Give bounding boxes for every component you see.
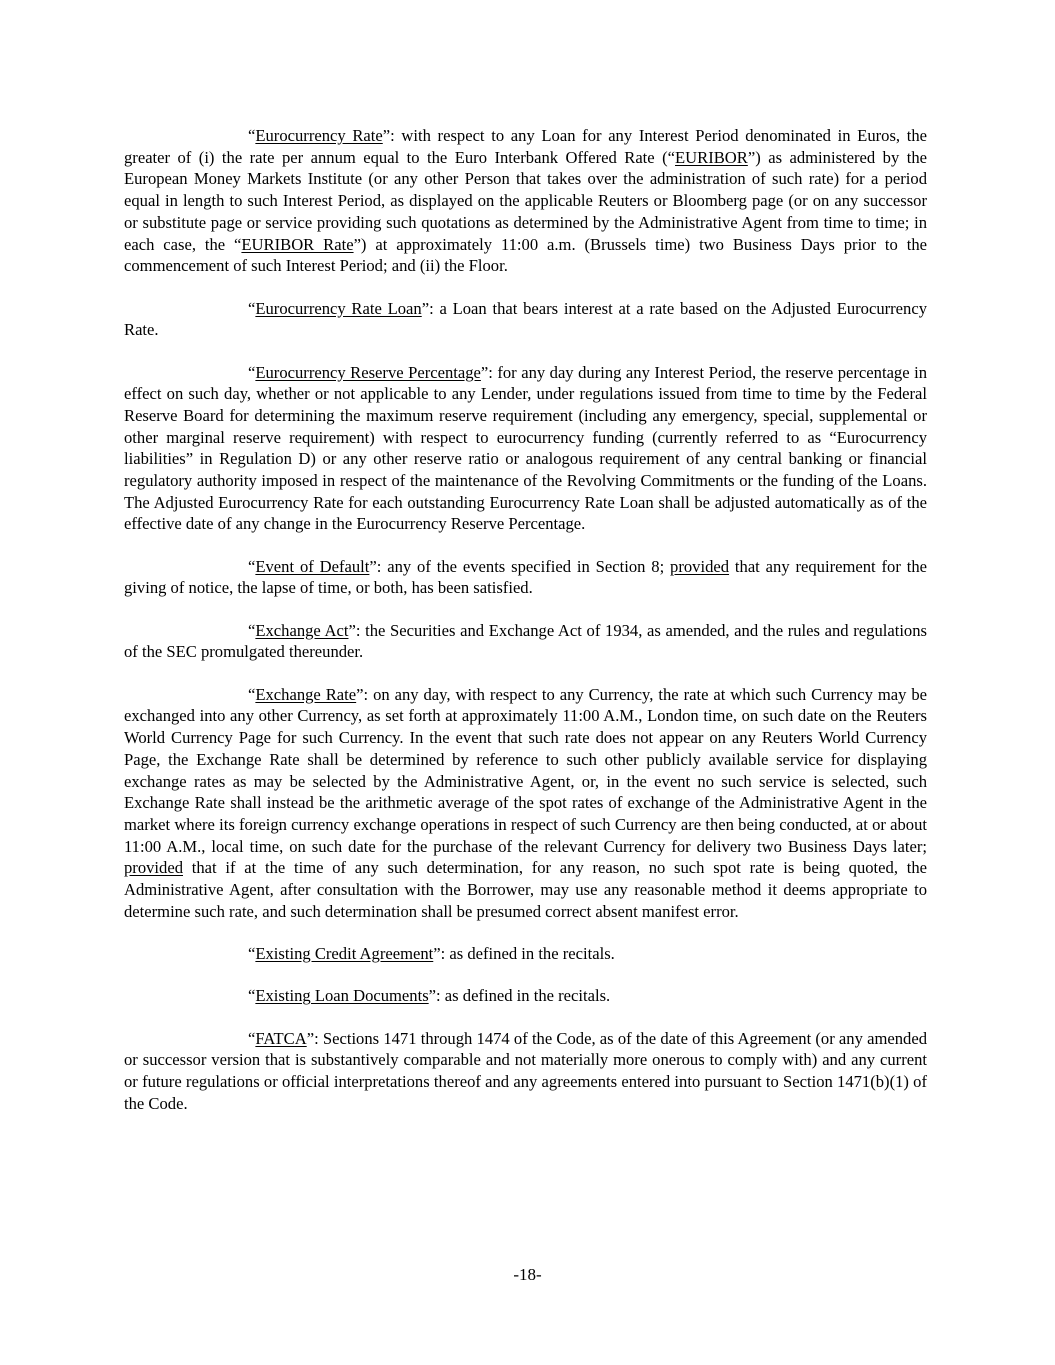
underlined-text: EURIBOR	[675, 147, 748, 167]
definition-text: that if at the time of any such determination, for any reason, no such spot rate is being quoted, the Administrative Agent, after consultation with the Borrower, may use any reasonable method it deems appropriate to determine such rate, and such determination shall be presumed correct absent manifest error.	[124, 858, 927, 921]
page-number: -18-	[513, 1265, 542, 1284]
open-quote: “	[248, 362, 256, 382]
open-quote: “	[248, 298, 256, 318]
document-body	[124, 125, 927, 1135]
defined-term: FATCA	[255, 1028, 307, 1048]
definition-text: ”: any of the events specified in Section 8;	[369, 556, 671, 576]
defined-term: Existing Credit Agreement	[255, 944, 434, 964]
open-quote: “	[248, 684, 256, 704]
open-quote: “	[248, 944, 256, 964]
underlined-text: provided	[670, 556, 730, 576]
defined-term: Event of Default	[255, 556, 370, 576]
definition-paragraph	[124, 362, 927, 536]
underlined-text: provided	[124, 858, 183, 878]
definition-paragraph	[124, 298, 927, 341]
definition-text: ”: as defined in the recitals.	[433, 944, 615, 964]
definition-text: ”: on any day, with respect to any Currency, the rate at which such Currency may be exchanged into any other Currency, as set forth at approximately 11:00 A.M., London time, on such date on the Reuters World Currency Page for such Currency. In the event that such rate does not appear on any Reuters World Currency Page, the Exchange Rate shall be determined by reference to such other publicly available service for displaying exchange rates as may be selected by the Administrative Agent, or, in the event no such service is selected, such Exchange Rate shall instead be the arithmetic average of the spot rates of exchange of the Administrative Agent in the market where its foreign currency exchange operations in respect of such Currency are then being conducted, at or about 11:00 A.M., local time, on such date for the purchase of the relevant Currency for delivery two Business Days later;	[124, 684, 927, 856]
definition-text: ”: a Loan that bears interest at a rate based on the Adjusted Eurocurrency Rate.	[124, 298, 928, 340]
open-quote: “	[248, 620, 256, 640]
open-quote: “	[248, 556, 256, 576]
underlined-text: EURIBOR Rate	[241, 234, 354, 254]
definition-text: ”: as defined in the recitals.	[428, 986, 611, 1006]
definition-text: ”: with respect to any Loan for any Interest Period denominated in Euros, the greater of (i) the rate per annum equal to the Euro Interbank Offered Rate (“	[124, 126, 927, 167]
defined-term: Eurocurrency Rate Loan	[255, 298, 422, 318]
definition-text: ”: the Securities and Exchange Act of 1934, as amended, and the rules and regulations of the SEC promulgated thereunder.	[124, 620, 927, 662]
definition-paragraph	[124, 1028, 927, 1115]
definition-text: ”) as administered by the European Money Markets Institute (or any other Person that takes over the administration of such rate) for a period equal in length to such Interest Period, as displayed on the applicable Reuters or Bloomberg page (or on any successor or substitute page or service providing such quotations as determined by the Administrative Agent from time to time; in each case, the “	[124, 147, 927, 254]
definition-paragraph	[124, 620, 927, 663]
defined-term: Eurocurrency Rate	[255, 126, 383, 145]
definition-text: ”: for any day during any Interest Period, the reserve percentage in effect on such day, whether or not applicable to any Lender, under regulations issued from time to time by the Federal Reserve Board for determining the maximum reserve requirement (including any emergency, special, supplemental or other marginal reserve requirement) with respect to eurocurrency funding (currently referred to as “Eurocurrency liabilities” in Regulation D) or any other reserve ratio or analogous requirement of any central banking or financial regulatory authority imposed in respect of the maintenance of the Revolving Commitments or the funding of the Loans. The Adjusted Eurocurrency Rate for each outstanding Eurocurrency Rate Loan shall be adjusted automatically as of the effective date of any change in the Eurocurrency Reserve Percentage.	[124, 362, 927, 534]
defined-term: Existing Loan Documents	[255, 986, 429, 1006]
defined-term: Eurocurrency Reserve Percentage	[255, 362, 481, 382]
definition-paragraph	[124, 684, 927, 923]
open-quote: “	[248, 986, 256, 1006]
definition-paragraph	[124, 556, 927, 599]
definition-text: ”: Sections 1471 through 1474 of the Code, as of the date of this Agreement (or any amended or successor version that is substantively comparable and not materially more onerous to comply with) and any current or future regulations or official interpretations thereof and any agreements entered into pursuant to Section 1471(b)(1) of the Code.	[124, 1028, 927, 1113]
definition-text: ”) at approximately 11:00 a.m. (Brussels time) two Business Days prior to the commencement of such Interest Period; and (ii) the Floor.	[124, 234, 927, 276]
defined-term: Exchange Act	[255, 620, 349, 640]
definition-paragraph	[124, 943, 927, 965]
open-quote: “	[248, 126, 256, 145]
defined-term: Exchange Rate	[255, 684, 357, 704]
definition-paragraph	[124, 125, 927, 277]
open-quote: “	[248, 1028, 256, 1048]
definition-text: that any requirement for the giving of notice, the lapse of time, or both, has been satisfied.	[124, 556, 927, 598]
definition-paragraph	[124, 985, 927, 1007]
